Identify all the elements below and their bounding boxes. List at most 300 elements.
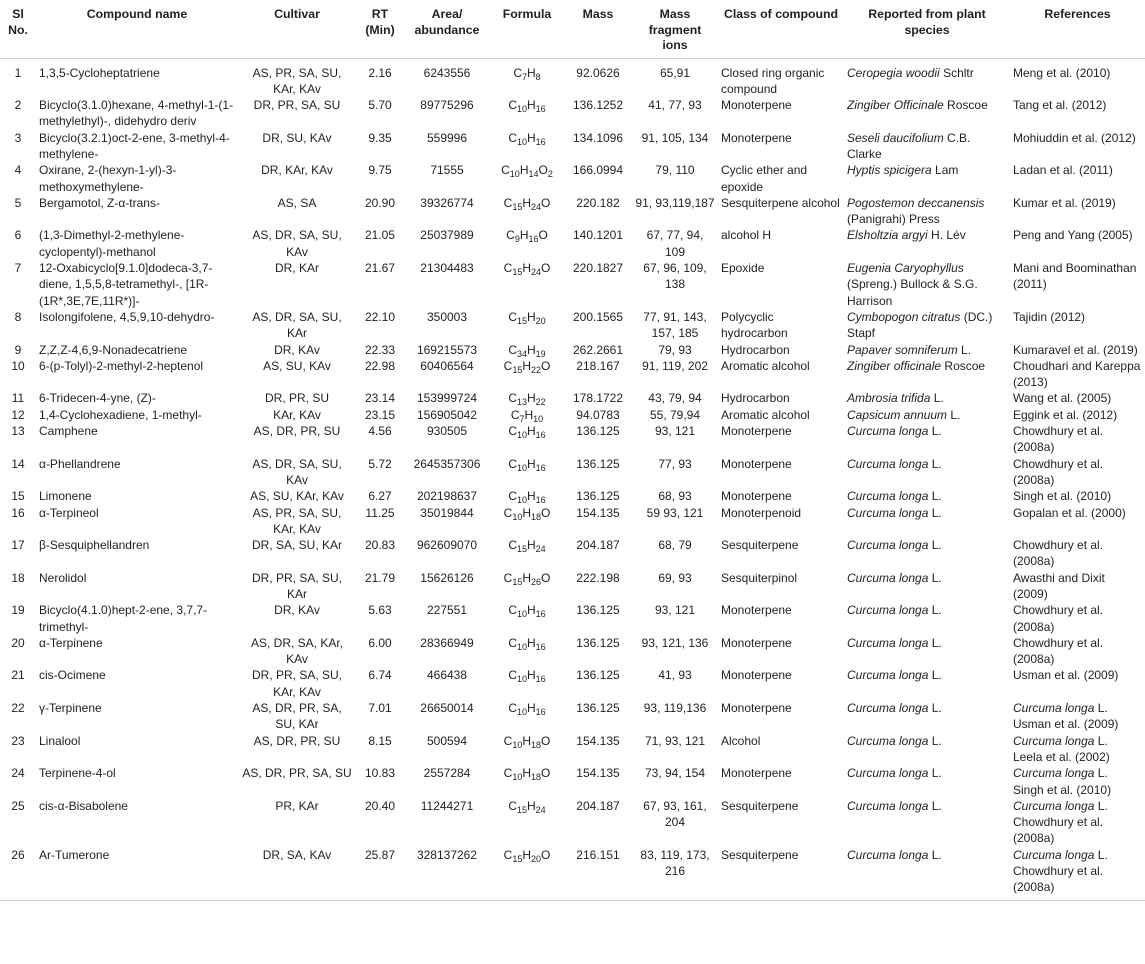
species-authority: L. — [928, 798, 942, 813]
table-row — [0, 488, 1145, 504]
cell-cultivar: AS, PR, SA, SU, KAr, KAv — [252, 65, 342, 96]
reference-text: Ladan et al. (2011) — [1013, 163, 1113, 178]
cell-class: Monoterpene — [721, 668, 792, 683]
cell-sl: 24 — [11, 766, 25, 781]
cell-area: 26650014 — [420, 701, 474, 716]
cell-class: Aromatic alcohol — [721, 358, 810, 373]
cell-species — [844, 488, 1010, 504]
species-name: Curcuma longa — [847, 798, 929, 813]
cell-sl: 4 — [14, 163, 22, 178]
cell-cultivar: DR, SU, KAv — [262, 130, 332, 145]
cell-class: Epoxide — [721, 261, 765, 276]
reference-text: Chowdhury et al. (2008a) — [1013, 538, 1104, 569]
cell-area: 35019844 — [420, 505, 474, 520]
cell-area: 71555 — [430, 163, 464, 178]
cell-sl: 3 — [14, 130, 22, 145]
cell-area: 227551 — [426, 603, 468, 618]
table-row — [0, 390, 1145, 406]
cell-references — [1010, 488, 1145, 504]
cell-cultivar: AS, DR, SA, SU, KAr — [252, 309, 342, 341]
cell-rt: 6.27 — [368, 489, 392, 504]
species-authority: L. — [928, 766, 942, 781]
reference-text: Gopalan et al. (2000) — [1013, 505, 1126, 520]
cell-area: 169215573 — [416, 342, 478, 357]
header-sl: Sl No. — [8, 7, 28, 37]
cell-formula: $C_{15}H_{20}O$ — [503, 847, 551, 864]
species-name: Seseli daucifolium — [847, 130, 944, 145]
species-name: Curcuma longa — [847, 603, 929, 618]
cell-class: Sesquiterpene — [721, 538, 799, 553]
cell-species — [844, 162, 1010, 195]
cell-rt: 22.98 — [364, 358, 396, 373]
cell-references — [1010, 227, 1145, 260]
cell-mass-ions: 91, 119, 202 — [642, 358, 708, 373]
table-row — [0, 358, 1145, 391]
reference-text: Usman et al. (2009) — [1013, 717, 1119, 732]
species-authority: L. — [928, 733, 942, 748]
cell-formula: $C_7H_8$ — [513, 65, 541, 82]
cell-class: Aromatic alcohol — [721, 407, 810, 422]
cell-rt: 7.01 — [368, 701, 392, 716]
species-authority: (Spreng.) Bullock & S.G. Harrison — [847, 277, 978, 308]
cell-mass: 220.182 — [576, 195, 620, 210]
cell-compound-name: Bergamotol, Z-α-trans- — [39, 195, 160, 210]
cell-area: 89775296 — [420, 98, 474, 113]
cell-species — [844, 130, 1010, 163]
cell-species — [844, 390, 1010, 406]
cell-sl: 2 — [14, 98, 22, 113]
cell-species — [844, 358, 1010, 391]
cell-mass: 166.0994 — [572, 163, 624, 178]
reference-text: Mani and Boominathan (2011) — [1013, 261, 1137, 292]
cell-species — [844, 342, 1010, 358]
cell-rt: 4.56 — [368, 424, 392, 439]
table-row — [0, 407, 1145, 423]
cell-species — [844, 602, 1010, 635]
cell-species — [844, 456, 1010, 489]
reference-text: Awasthi and Dixit (2009) — [1013, 570, 1105, 601]
cell-class: Cyclic ether and epoxide — [721, 163, 808, 194]
cell-mass-ions: 71, 93, 121 — [644, 733, 706, 748]
species-name: Eugenia Caryophyllus — [847, 261, 964, 276]
species-authority: L. — [928, 538, 942, 553]
table-row — [0, 309, 1145, 342]
species-name: Curcuma longa — [847, 635, 929, 650]
species-authority: L. — [928, 668, 942, 683]
cell-mass-ions: 67, 77, 94, 109 — [646, 228, 704, 259]
cell-formula: $C_{10}H_{18}O$ — [503, 505, 551, 522]
cell-references — [1010, 700, 1145, 733]
cell-sl: 1 — [14, 65, 22, 80]
cell-area: 2557284 — [423, 766, 471, 781]
cell-formula: $C_{10}H_{16}$ — [508, 701, 546, 718]
cell-mass: 92.0626 — [576, 65, 620, 80]
cell-compound-name: 6-Tridecen-4-yne, (Z)- — [39, 391, 156, 406]
species-name: Curcuma longa — [847, 489, 929, 504]
cell-species — [844, 505, 1010, 538]
reference-species-name: Curcuma longa — [1013, 798, 1095, 813]
cell-rt: 21.79 — [364, 570, 396, 585]
cell-references — [1010, 765, 1145, 798]
header-references: References — [1044, 7, 1111, 21]
cell-class: Monoterpene — [721, 701, 792, 716]
table-row — [0, 667, 1145, 700]
cell-sl: 15 — [11, 489, 25, 504]
cell-rt: 25.87 — [364, 847, 396, 862]
cell-mass-ions: 59 93, 121 — [646, 505, 704, 520]
cell-cultivar: DR, PR, SA, SU, KAr, KAv — [251, 668, 343, 699]
cell-class: alcohol H — [721, 228, 772, 243]
cell-formula: $C_{34}H_{19}$ — [508, 342, 546, 359]
table-body — [0, 58, 1145, 900]
cell-area: 15626126 — [420, 570, 474, 585]
cell-sl: 22 — [11, 701, 25, 716]
cell-mass: 154.135 — [576, 766, 620, 781]
reference-text: Chowdhury et al. (2008a) — [1013, 864, 1104, 895]
cell-class: Monoterpene — [721, 456, 792, 471]
cell-area: 153999724 — [416, 391, 478, 406]
cell-cultivar: DR, PR, SU — [264, 391, 329, 406]
cell-compound-name: Ar-Tumerone — [39, 847, 110, 862]
cell-mass: 220.1827 — [572, 261, 624, 276]
species-authority: Schltr — [939, 65, 974, 80]
cell-references — [1010, 162, 1145, 195]
cell-area: 39326774 — [420, 195, 474, 210]
cell-compound-name: Isolongifolene, 4,5,9,10-dehydro- — [39, 309, 215, 324]
reference-text: Chowdhury et al. (2008a) — [1013, 815, 1104, 846]
cell-species — [844, 407, 1010, 423]
species-name: Curcuma longa — [847, 505, 929, 520]
cell-species — [844, 847, 1010, 900]
cell-rt: 21.67 — [364, 261, 396, 276]
table-row — [0, 162, 1145, 195]
cell-mass: 154.135 — [576, 505, 620, 520]
cell-references — [1010, 130, 1145, 163]
cell-rt: 20.83 — [364, 538, 396, 553]
cell-species — [844, 227, 1010, 260]
cell-class: Monoterpene — [721, 130, 792, 145]
cell-species — [844, 423, 1010, 456]
cell-compound-name: Terpinene-4-ol — [39, 766, 116, 781]
cell-mass-ions: 77, 93 — [658, 456, 692, 471]
reference-species-authority: L. — [1094, 766, 1108, 781]
cell-area: 930505 — [426, 424, 468, 439]
cell-formula: $C_{15}H_{26}O$ — [503, 570, 551, 587]
cell-area: 156905042 — [416, 407, 478, 422]
cell-mass: 136.125 — [576, 701, 620, 716]
cell-formula: $C_{10}H_{14}O_2$ — [501, 163, 553, 180]
cell-rt: 23.15 — [364, 407, 396, 422]
cell-sl: 12 — [11, 407, 25, 422]
cell-compound-name: (1,3-Dimethyl-2-methylene-cyclopentyl)-methanol — [39, 228, 185, 259]
cell-class: Sesquiterpene — [721, 798, 799, 813]
cell-compound-name: α-Terpinene — [39, 635, 103, 650]
table-row — [0, 130, 1145, 163]
reference-text: Tajidin (2012) — [1013, 309, 1086, 324]
header-rt: RT (Min) — [365, 7, 395, 37]
header-cultivar: Cultivar — [274, 7, 320, 21]
reference-text: Meng et al. (2010) — [1013, 65, 1111, 80]
cell-formula: $C_{10}H_{16}$ — [508, 603, 546, 620]
cell-rt: 20.90 — [364, 195, 396, 210]
cell-class: Monoterpene — [721, 98, 792, 113]
cell-class: Monoterpene — [721, 489, 792, 504]
cell-references — [1010, 505, 1145, 538]
cell-cultivar: PR, KAr — [275, 798, 319, 813]
reference-text: Tang et al. (2012) — [1013, 98, 1107, 113]
cell-compound-name: Nerolidol — [39, 570, 87, 585]
species-authority: L. — [928, 424, 942, 439]
cell-mass-ions: 41, 77, 93 — [648, 98, 702, 113]
cell-mass: 222.198 — [576, 570, 620, 585]
species-name: Ambrosia trifida — [847, 391, 931, 406]
cell-mass-ions: 93, 119,136 — [643, 701, 707, 716]
species-name: Curcuma longa — [847, 424, 929, 439]
cell-species — [844, 195, 1010, 228]
cell-sl: 9 — [14, 342, 22, 357]
cell-cultivar: AS, DR, SA, KAr, KAv — [250, 635, 344, 667]
species-name: Curcuma longa — [847, 847, 929, 862]
cell-formula: $C_7H_{10}$ — [510, 407, 544, 424]
reference-text: Kumaravel et al. (2019) — [1013, 342, 1138, 357]
reference-text: Wang et al. (2005) — [1013, 391, 1112, 406]
cell-mass-ions: 68, 93 — [658, 489, 692, 504]
cell-references — [1010, 407, 1145, 423]
cell-area: 466438 — [426, 668, 468, 683]
cell-mass-ions: 93, 121, 136 — [641, 635, 709, 650]
cell-formula: $C_{10}H_{18}O$ — [503, 733, 551, 750]
reference-text: Kumar et al. (2019) — [1013, 195, 1116, 210]
cell-references — [1010, 58, 1145, 97]
cell-rt: 22.33 — [364, 342, 396, 357]
cell-class: Hydrocarbon — [721, 391, 790, 406]
reference-text: Chowdhury et al. (2008a) — [1013, 456, 1104, 487]
cell-cultivar: AS, DR, SA, SU, KAv — [252, 228, 342, 259]
cell-mass: 204.187 — [576, 798, 620, 813]
cell-sl: 25 — [11, 798, 25, 813]
reference-species-name: Curcuma longa — [1013, 701, 1095, 716]
cell-references — [1010, 798, 1145, 847]
cell-rt: 21.05 — [364, 228, 396, 243]
cell-class: Monoterpene — [721, 603, 792, 618]
reference-text: Chowdhury et al. (2008a) — [1013, 635, 1104, 667]
cell-species — [844, 58, 1010, 97]
cell-formula: $C_{15}H_{24}$ — [508, 538, 546, 555]
cell-cultivar: AS, DR, SA, SU, KAv — [252, 456, 342, 487]
cell-class: Monoterpenoid — [721, 505, 802, 520]
cell-compound-name: γ-Terpinene — [39, 701, 102, 716]
cell-cultivar: AS, PR, SA, SU, KAr, KAv — [252, 505, 342, 536]
cell-mass-ions: 83, 119, 173, 216 — [640, 847, 710, 879]
species-name: Zingiber officinale — [847, 358, 942, 373]
table-row — [0, 847, 1145, 900]
cell-mass-ions: 69, 93 — [658, 570, 692, 585]
cell-species — [844, 765, 1010, 798]
cell-formula: $C_{10}H_{16}$ — [508, 489, 546, 506]
cell-formula: $C_{10}H_{16}$ — [508, 668, 546, 685]
species-name: Hyptis spicigera — [847, 163, 932, 178]
cell-class: Hydrocarbon — [721, 342, 790, 357]
cell-compound-name: Limonene — [39, 489, 92, 504]
header-area: Area/ abundance — [414, 7, 480, 37]
cell-compound-name: 12-Oxabicyclo[9.1.0]dodeca-3,7-diene, 1,5,5,8-tetramethyl-, [1R-(1R*,3E,7E,11R*)]- — [39, 261, 213, 308]
cell-formula: $C_{15}H_{22}O$ — [503, 358, 551, 375]
cell-mass: 136.1252 — [572, 98, 624, 113]
cell-cultivar: AS, DR, PR, SA, SU — [242, 766, 352, 781]
table-row — [0, 602, 1145, 635]
cell-rt: 6.00 — [368, 635, 392, 650]
species-name: Papaver somniferum — [847, 342, 958, 357]
cell-rt: 11.25 — [365, 505, 395, 520]
cell-mass-ions: 79, 110 — [655, 163, 695, 178]
cell-mass: 136.125 — [576, 635, 620, 650]
cell-references — [1010, 570, 1145, 603]
cell-cultivar: AS, SU, KAr, KAv — [250, 489, 344, 504]
species-name: Curcuma longa — [847, 766, 929, 781]
cell-rt: 22.10 — [364, 309, 396, 324]
header-formula: Formula — [502, 7, 552, 21]
cell-area: 559996 — [426, 130, 468, 145]
cell-mass-ions: 55, 79,94 — [649, 407, 701, 422]
cell-formula: $C_{15}H_{24}$ — [508, 798, 546, 815]
cell-sl: 17 — [11, 538, 25, 553]
cell-class: Monoterpene — [721, 766, 792, 781]
cell-rt: 23.14 — [364, 391, 396, 406]
reference-species-authority: L. — [1094, 847, 1108, 862]
cell-compound-name: 6-(p-Tolyl)-2-methyl-2-heptenol — [39, 358, 204, 373]
cell-rt: 9.35 — [368, 130, 392, 145]
cell-cultivar: AS, SU, KAv — [263, 358, 331, 373]
cell-compound-name: cis-Ocimene — [39, 668, 106, 683]
cell-mass-ions: 43, 79, 94 — [648, 391, 702, 406]
cell-mass: 178.1722 — [572, 391, 624, 406]
species-authority: C.B. Clarke — [847, 130, 971, 161]
cell-compound-name: Z,Z,Z-4,6,9-Nonadecatriene — [39, 342, 188, 357]
reference-text: Leela et al. (2002) — [1013, 749, 1110, 764]
cell-mass-ions: 67, 93, 161, 204 — [643, 798, 707, 830]
cell-formula: $C_{10}H_{16}$ — [508, 130, 546, 147]
table-row — [0, 260, 1145, 309]
cell-cultivar: DR, KAv — [274, 342, 320, 357]
cell-references — [1010, 667, 1145, 700]
cell-area: 500594 — [426, 733, 468, 748]
cell-sl: 18 — [11, 570, 25, 585]
cell-mass-ions: 93, 121 — [654, 424, 696, 439]
cell-compound-name: Linalool — [39, 733, 81, 748]
header-species: Reported from plant species — [868, 7, 986, 37]
cell-cultivar: AS, SA — [277, 195, 317, 210]
cell-sl: 7 — [14, 261, 22, 276]
species-name: Pogostemon deccanensis — [847, 195, 985, 210]
species-authority: L. — [928, 570, 942, 585]
cell-references — [1010, 342, 1145, 358]
species-authority: L. — [928, 701, 942, 716]
cell-class: Monoterpene — [721, 424, 792, 439]
cell-area: 21304483 — [420, 261, 474, 276]
cell-species — [844, 537, 1010, 570]
cell-sl: 21 — [11, 668, 25, 683]
cell-mass-ions: 79, 93 — [658, 342, 692, 357]
cell-formula: $C_{10}H_{16}$ — [508, 98, 546, 115]
cell-sl: 8 — [14, 309, 22, 324]
cell-sl: 26 — [11, 847, 25, 862]
cell-cultivar: DR, KAr — [274, 261, 319, 276]
cell-references — [1010, 309, 1145, 342]
cell-class: Sesquiterpene — [721, 847, 799, 862]
reference-text: Usman et al. (2009) — [1013, 668, 1119, 683]
species-authority: L. — [928, 847, 942, 862]
species-name: Cymbopogon citratus — [847, 309, 961, 324]
table-row — [0, 342, 1145, 358]
cell-formula: $C_9H_{16}O$ — [506, 228, 548, 245]
cell-cultivar: DR, SA, SU, KAr — [251, 538, 343, 553]
table-row — [0, 700, 1145, 733]
reference-text: Choudhari and Kareppa (2013) — [1013, 358, 1141, 390]
header-compound-name: Compound name — [86, 7, 188, 21]
cell-area: 25037989 — [420, 228, 474, 243]
species-name: Elsholtzia argyi — [847, 228, 928, 243]
cell-mass: 94.0783 — [576, 407, 620, 422]
species-authority: L. — [928, 489, 942, 504]
reference-species-authority: L. — [1094, 733, 1108, 748]
species-name: Ceropegia woodii — [847, 65, 940, 80]
cell-species — [844, 700, 1010, 733]
cell-mass-ions: 41, 93 — [658, 668, 692, 683]
cell-area: 202198637 — [416, 489, 478, 504]
cell-class: Polycyclic hydrocarbon — [721, 309, 788, 341]
cell-area: 11244271 — [420, 798, 474, 813]
cell-rt: 5.63 — [368, 603, 392, 618]
cell-cultivar: DR, KAr, KAv — [261, 163, 333, 178]
cell-references — [1010, 733, 1145, 766]
cell-mass-ions: 93, 121 — [654, 603, 696, 618]
cell-compound-name: 1,4-Cyclohexadiene, 1-methyl- — [39, 407, 202, 422]
cell-references — [1010, 390, 1145, 406]
species-authority: L. — [928, 505, 942, 520]
cell-compound-name: α-Phellandrene — [39, 456, 121, 471]
reference-species-name: Curcuma longa — [1013, 847, 1095, 862]
cell-cultivar: AS, DR, PR, SU — [253, 424, 341, 439]
reference-text: Eggink et al. (2012) — [1013, 407, 1118, 422]
cell-class: Sesquiterpene alcohol — [721, 195, 840, 210]
table-row — [0, 456, 1145, 489]
header-mass-ions: Mass fragment ions — [648, 7, 702, 52]
cell-species — [844, 733, 1010, 766]
cell-cultivar: DR, PR, SA, SU — [253, 98, 341, 113]
cell-cultivar: KAr, KAv — [273, 407, 321, 422]
table-row — [0, 505, 1145, 538]
cell-formula: $C_{10}H_{16}$ — [508, 424, 546, 441]
cell-area: 350003 — [426, 309, 468, 324]
cell-species — [844, 667, 1010, 700]
cell-references — [1010, 260, 1145, 309]
table-row — [0, 570, 1145, 603]
cell-sl: 10 — [11, 358, 25, 373]
table-row — [0, 227, 1145, 260]
reference-text: Singh et al. (2010) — [1013, 782, 1112, 797]
cell-species — [844, 570, 1010, 603]
species-name: Curcuma longa — [847, 733, 929, 748]
cell-mass: 140.1201 — [572, 228, 624, 243]
reference-species-name: Curcuma longa — [1013, 766, 1095, 781]
cell-mass-ions: 91, 105, 134 — [641, 130, 709, 145]
species-name: Curcuma longa — [847, 456, 929, 471]
cell-mass: 200.1565 — [572, 309, 624, 324]
reference-text: Chowdhury et al. (2008a) — [1013, 424, 1104, 455]
cell-area: 328137262 — [416, 847, 478, 862]
cell-mass: 136.125 — [576, 456, 620, 471]
cell-class: Monoterpene — [721, 635, 792, 650]
